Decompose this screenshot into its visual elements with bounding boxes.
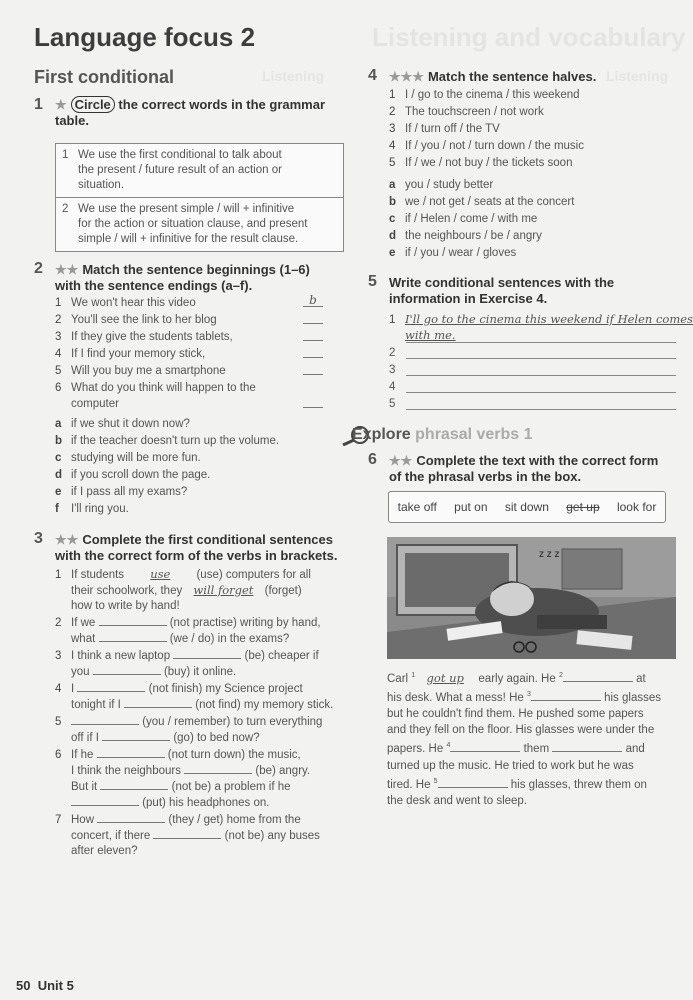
circle-word: Circle [71, 96, 115, 113]
exercise-instruction [55, 97, 345, 129]
grammar-row [56, 144, 343, 197]
list-item: 2 The touchscreen / not work [389, 106, 544, 118]
row-text: situation. [78, 179, 125, 191]
handwritten-answer: use [150, 567, 171, 581]
list-item: f I'll ring you. [55, 503, 129, 515]
page-footer [16, 978, 74, 993]
blank[interactable] [531, 689, 601, 701]
sleeping-boy-illustration [387, 537, 676, 659]
list-item: after eleven? [71, 845, 138, 857]
list-item: a if we shut it down now? [55, 418, 190, 430]
blank[interactable] [184, 762, 252, 774]
page-number: 50 [16, 978, 31, 993]
row-text: We use the first conditional to talk about [78, 149, 282, 161]
list-item: 1 I / go to the cinema / this weekend [389, 89, 580, 101]
list-item: 4 I (not finish) my Science project [55, 680, 303, 697]
difficulty-stars: ★★ [55, 532, 79, 547]
blank[interactable] [153, 827, 221, 839]
blank[interactable] [563, 670, 633, 682]
instruction-text: Complete the text with the correct form [416, 453, 659, 468]
answer-slot[interactable] [303, 329, 323, 341]
exercise-number: 2 [34, 260, 43, 277]
row-number: 1 [62, 149, 69, 161]
ghost-subheading: Listening [262, 68, 325, 84]
gap-fill-paragraph: Carl $^1$ got up early again. He $^2$ at his desk. What a mess! He $^3$ his glasses but he couldn't find them. He pushed some papers and they fell on the floor. His glasses were under the papers. He $^4$ them and turned up the music. He tried to work but he was tired. He $^5$ his glasses, threw them on the desk and went to sleep. [387, 670, 661, 807]
list-item: 6 What do you think will happen to the [55, 382, 256, 394]
handwritten-answer: got up [426, 670, 464, 685]
row-text: simple / will + infinitive for the result clause. [78, 233, 299, 245]
blank[interactable] [99, 614, 167, 626]
list-item: 7 How (they / get) home from the [55, 811, 301, 828]
grammar-row [56, 197, 343, 251]
explore-letter: E [352, 426, 363, 444]
difficulty-stars: ★★ [389, 453, 413, 468]
list-item: (put) his headphones on. [71, 794, 269, 811]
exercise-instruction [389, 275, 679, 307]
blank[interactable] [450, 740, 520, 752]
difficulty-stars: ★ [55, 97, 67, 112]
exercise-instruction [389, 453, 684, 485]
word-option: look for [616, 500, 657, 514]
list-item: 1 If students use (use) computers for all [55, 567, 311, 581]
list-item: b if the teacher doesn't turn up the volume. [55, 435, 280, 447]
exercise-number: 6 [368, 451, 377, 468]
list-item: 4 If I find your memory stick, [55, 348, 206, 360]
list-item: 5 [389, 398, 396, 410]
exercise-number: 4 [368, 67, 377, 84]
list-item: 5 Will you buy me a smartphone [55, 365, 226, 377]
exercise-number: 1 [34, 96, 43, 113]
answer-slot[interactable] [303, 346, 323, 358]
blank[interactable] [438, 776, 508, 788]
blank[interactable] [97, 811, 165, 823]
section-heading: First conditional [34, 67, 175, 87]
instruction-text: Write conditional sentences with the [389, 275, 615, 290]
answer-slot[interactable]: b [303, 295, 323, 307]
ghost-subheading: Listening [606, 68, 669, 84]
exercise-number: 5 [368, 273, 377, 290]
list-item: 3 If they give the students tablets, [55, 331, 233, 343]
list-item: e if / you / wear / gloves [389, 247, 517, 259]
exercise-number: 3 [34, 530, 43, 547]
blank[interactable] [93, 663, 161, 675]
blank[interactable] [124, 696, 192, 708]
row-number: 2 [62, 203, 69, 215]
list-item: 2 If we (not practise) writing by hand, [55, 614, 321, 631]
explore-word: phrasal verbs 1 [415, 426, 533, 444]
list-item: concert, if there (not be) any buses [71, 827, 320, 844]
instruction-text: table. [55, 113, 89, 128]
page-title: Language focus 2 [34, 22, 256, 52]
list-item: tonight if I (not find) my memory stick. [71, 696, 333, 713]
list-item: 1 I'll go to the cinema this weekend if Helen comes [389, 312, 693, 326]
word-option: put on [454, 500, 488, 514]
exercise-instruction [55, 532, 355, 564]
explore-word: xplore [362, 426, 411, 444]
snore-text: z z z [539, 549, 560, 560]
list-item: c if / Helen / come / with me [389, 213, 538, 225]
blank[interactable] [552, 740, 622, 752]
row-text: the present / future result of an action or [78, 164, 282, 176]
word-option: sit down [504, 500, 549, 514]
word-option-used: get up [566, 500, 600, 514]
answer-line[interactable] [406, 408, 676, 410]
grammar-table [55, 143, 344, 252]
blank[interactable] [71, 713, 139, 725]
instruction-text: with the correct form of the verbs in brackets. [55, 548, 338, 563]
list-item: 4 If / you / not / turn down / the music [389, 140, 584, 152]
list-item: 5 (you / remember) to turn everything [55, 713, 322, 730]
answer-line[interactable] [406, 341, 676, 343]
instruction-text: information in Exercise 4. [389, 291, 548, 306]
handwritten-answer: with me. [405, 328, 456, 342]
list-item: their schoolwork, they will forget (forget) [71, 583, 302, 597]
handwritten-answer: will forget [193, 583, 254, 597]
answer-slot[interactable] [303, 312, 323, 324]
list-item: 3 If / turn off / the TV [389, 123, 500, 135]
instruction-text: the correct words in the grammar [118, 97, 326, 112]
list-item: I think the neighbours (be) angry. [71, 762, 310, 779]
list-item: 3 [389, 364, 396, 376]
list-item: 2 You'll see the link to her blog [55, 314, 217, 326]
row-text: We use the present simple / will + infinitive [78, 203, 295, 215]
answer-line[interactable] [406, 357, 676, 359]
blank[interactable] [97, 746, 165, 758]
handwritten-answer: I'll go to the cinema this weekend if Helen comes [405, 312, 693, 326]
list-item: b we / not get / seats at the concert [389, 196, 575, 208]
row-text: for the action or situation clause, and present [78, 218, 308, 230]
list-item: 5 If / we / not buy / the tickets soon [389, 157, 573, 169]
blank[interactable] [71, 794, 139, 806]
exercise-instruction [55, 262, 355, 294]
list-item: But it (not be) a problem if he [71, 778, 291, 795]
list-item: computer [71, 398, 119, 410]
blank[interactable] [99, 630, 167, 642]
exercise-instruction [389, 69, 679, 85]
list-item: off if I (go) to bed now? [71, 729, 260, 746]
instruction-text: with the sentence endings (a–f). [55, 278, 253, 293]
list-item: d the neighbours / be / angry [389, 230, 542, 242]
list-item: what (we / do) in the exams? [71, 630, 289, 647]
blank[interactable] [102, 729, 170, 741]
answer-line[interactable] [406, 391, 676, 393]
difficulty-stars: ★★★ [389, 69, 424, 84]
list-item: e if I pass all my exams? [55, 486, 188, 498]
blank[interactable] [77, 680, 145, 692]
list-item: 6 If he (not turn down) the music, [55, 746, 301, 763]
list-item: 3 I think a new laptop (be) cheaper if [55, 647, 319, 664]
list-item: d if you scroll down the page. [55, 469, 211, 481]
instruction-text: of the phrasal verbs in the box. [389, 469, 582, 484]
word-box [388, 491, 666, 523]
blank[interactable] [100, 778, 168, 790]
blank[interactable] [173, 647, 241, 659]
list-item: 4 [389, 381, 396, 393]
list-item: c studying will be more fun. [55, 452, 201, 464]
list-item: a you / study better [389, 179, 494, 191]
list-item: 2 [389, 347, 396, 359]
difficulty-stars: ★★ [55, 262, 79, 277]
instruction-text: Complete the first conditional sentences [82, 532, 333, 547]
list-item: how to write by hand! [71, 600, 180, 612]
unit-label: Unit 5 [37, 978, 74, 993]
answer-line[interactable] [406, 374, 676, 376]
answer-slot[interactable] [303, 363, 323, 375]
instruction-text: Match the sentence beginnings (1–6) [82, 262, 310, 277]
list-item: you (buy) it online. [71, 663, 236, 680]
word-option: take off [397, 500, 437, 514]
answer-slot[interactable] [303, 396, 323, 408]
instruction-text: Match the sentence halves. [427, 69, 597, 84]
ghost-heading: Listening and vocabulary [372, 22, 686, 52]
list-item: 1 We won't hear this video [55, 297, 196, 309]
explore-heading [340, 424, 533, 446]
